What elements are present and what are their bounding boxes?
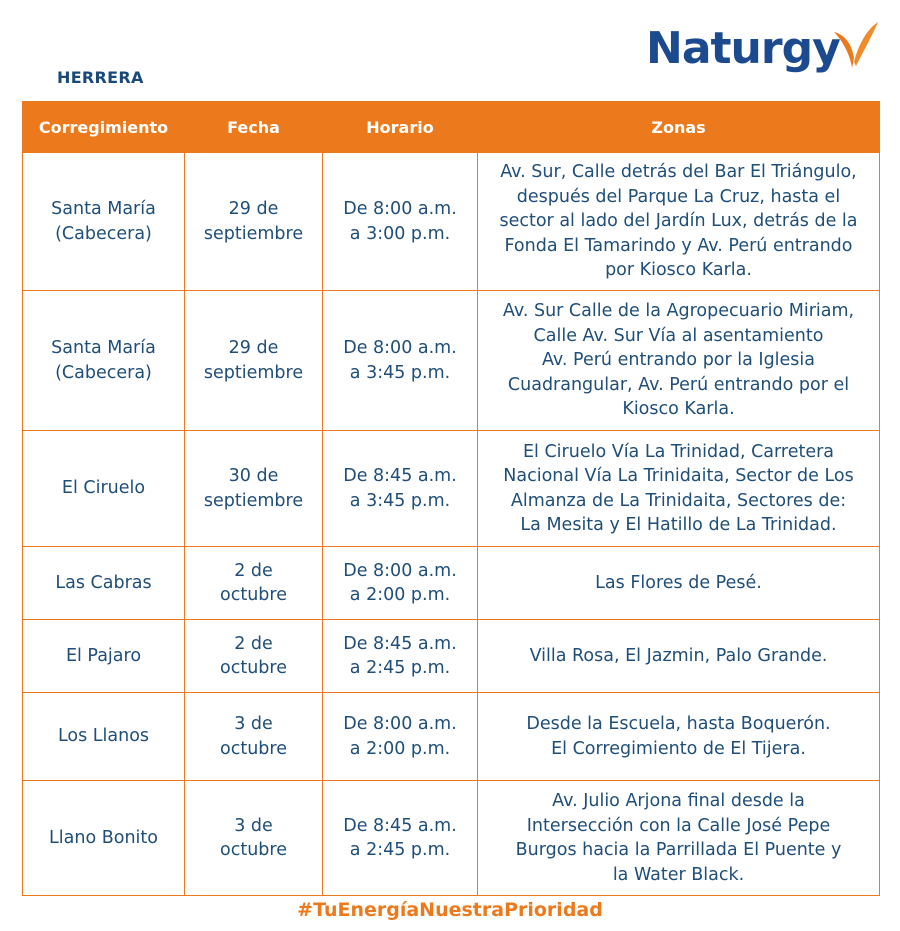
zonas-line: después del Parque La Cruz, hasta el xyxy=(516,186,841,207)
zonas-line: Desde la Escuela, hasta Boquerón. xyxy=(526,714,831,734)
cell-horario xyxy=(323,693,478,781)
zonas-line: sector al lado del Jardín Lux, detrás de la xyxy=(499,211,858,232)
horario-line: a 2:00 p.m. xyxy=(349,738,451,759)
zonas-line: Cuadrangular, Av. Perú entrando por el xyxy=(507,374,850,395)
cell-corregimiento xyxy=(23,431,185,547)
zonas-line: la Water Black. xyxy=(612,864,745,885)
fecha-line: 30 de xyxy=(228,466,279,486)
zonas-line: por Kiosco Karla. xyxy=(605,260,752,281)
cell-corregimiento xyxy=(23,693,185,781)
cell-fecha xyxy=(185,620,323,693)
header-corregimiento: Corregimiento xyxy=(23,102,185,153)
hashtag-footer: #TuEnergíaNuestraPrioridad xyxy=(297,899,603,921)
zonas-line: Burgos hacia la Parrillada El Puente y xyxy=(515,840,842,860)
fecha-line: octubre xyxy=(220,658,287,678)
table-row xyxy=(23,781,880,896)
corregimiento-line: El Pajaro xyxy=(65,645,142,666)
header-zonas: Zonas xyxy=(478,102,880,153)
cell-zonas xyxy=(478,547,880,620)
cell-horario xyxy=(323,431,478,547)
cell-fecha xyxy=(185,693,323,781)
table-row xyxy=(23,547,880,620)
horario-line: De 8:45 a.m. xyxy=(343,633,457,654)
cell-zonas xyxy=(478,291,880,431)
cell-horario xyxy=(323,291,478,431)
cell-fecha xyxy=(185,781,323,896)
zonas-line: Calle Av. Sur Vía al asentamiento xyxy=(533,325,824,346)
horario-line: De 8:00 a.m. xyxy=(343,199,457,219)
fecha-line: octubre xyxy=(220,738,287,759)
fecha-line: 2 de xyxy=(234,560,273,581)
horario-line: a 2:45 p.m. xyxy=(349,840,451,860)
cell-zonas xyxy=(478,620,880,693)
zonas-line: El Ciruelo Vía La Trinidad, Carretera xyxy=(522,441,835,462)
cell-horario xyxy=(323,620,478,693)
zonas-line: La Mesita y El Hatillo de La Trinidad. xyxy=(520,515,837,535)
cell-corregimiento xyxy=(23,291,185,431)
cell-corregimiento xyxy=(23,153,185,291)
zonas-line: Fonda El Tamarindo y Av. Perú entrando xyxy=(504,235,853,256)
horario-line: a 2:45 p.m. xyxy=(349,658,451,678)
cell-horario xyxy=(323,153,478,291)
horario-line: a 3:00 p.m. xyxy=(349,223,451,244)
fecha-line: septiembre xyxy=(203,223,304,244)
zonas-line: Las Flores de Pesé. xyxy=(595,572,762,593)
cell-zonas xyxy=(478,693,880,781)
corregimiento-line: El Ciruelo xyxy=(61,478,146,499)
header-horario: Horario xyxy=(323,102,478,153)
corregimiento-line: Santa María xyxy=(51,338,156,358)
zonas-line: Av. Sur Calle de la Agropecuario Miriam, xyxy=(502,301,855,322)
cell-zonas xyxy=(478,153,880,291)
cell-corregimiento xyxy=(23,547,185,620)
fecha-line: septiembre xyxy=(203,362,304,383)
cell-fecha xyxy=(185,547,323,620)
horario-line: De 8:00 a.m. xyxy=(343,560,457,581)
header-fecha: Fecha xyxy=(185,102,323,153)
fecha-line: 29 de xyxy=(228,338,279,358)
zonas-line: Intersección con la Calle José Pepe xyxy=(526,815,831,836)
table-header-row xyxy=(23,102,880,153)
cell-zonas xyxy=(478,781,880,896)
zonas-line: Villa Rosa, El Jazmin, Palo Grande. xyxy=(529,645,828,666)
fecha-line: octubre xyxy=(220,585,287,605)
region-title: HERRERA xyxy=(57,68,144,87)
zonas-line: Av. Julio Arjona final desde la xyxy=(552,791,805,811)
corregimiento-line: (Cabecera) xyxy=(55,223,152,244)
corregimiento-line: (Cabecera) xyxy=(55,362,152,383)
horario-line: De 8:00 a.m. xyxy=(343,714,457,734)
horario-line: a 2:00 p.m. xyxy=(349,585,451,605)
cell-corregimiento xyxy=(23,781,185,896)
fecha-line: 2 de xyxy=(234,633,273,654)
horario-line: De 8:45 a.m. xyxy=(343,466,457,486)
cell-fecha xyxy=(185,291,323,431)
zonas-line: Av. Perú entrando por la Iglesia xyxy=(541,350,816,371)
zonas-line: Nacional Vía La Trinidaita, Sector de Los xyxy=(503,466,854,486)
horario-line: De 8:00 a.m. xyxy=(343,338,457,358)
table-row xyxy=(23,153,880,291)
cell-horario xyxy=(323,781,478,896)
zonas-line: Av. Sur, Calle detrás del Bar El Triángulo, xyxy=(500,162,857,183)
table-row xyxy=(23,693,880,781)
horario-line: a 3:45 p.m. xyxy=(349,362,451,383)
table-row xyxy=(23,291,880,431)
corregimiento-line: Los Llanos xyxy=(57,726,150,747)
schedule-table xyxy=(22,101,880,896)
fecha-line: octubre xyxy=(220,840,287,860)
cell-zonas xyxy=(478,431,880,547)
fecha-line: 3 de xyxy=(234,714,273,734)
table-row xyxy=(23,431,880,547)
corregimiento-line: Las Cabras xyxy=(55,572,152,593)
horario-line: De 8:45 a.m. xyxy=(343,815,457,836)
cell-horario xyxy=(323,547,478,620)
zonas-line: Kiosco Karla. xyxy=(622,399,735,420)
cell-corregimiento xyxy=(23,620,185,693)
zonas-line: Almanza de La Trinidaita, Sectores de: xyxy=(510,490,847,511)
butterfly-icon xyxy=(832,18,880,74)
corregimiento-line: Santa María xyxy=(51,199,156,219)
cell-fecha xyxy=(185,431,323,547)
fecha-line: 3 de xyxy=(234,815,273,836)
cell-fecha xyxy=(185,153,323,291)
table-body xyxy=(23,153,880,896)
fecha-line: septiembre xyxy=(203,490,304,511)
logo-wordmark: Naturgy xyxy=(646,23,840,74)
horario-line: a 3:45 p.m. xyxy=(349,490,451,511)
naturgy-logo xyxy=(646,18,886,80)
corregimiento-line: Llano Bonito xyxy=(49,827,158,848)
zonas-line: El Corregimiento de El Tijera. xyxy=(551,738,806,759)
fecha-line: 29 de xyxy=(228,199,279,219)
table-row xyxy=(23,620,880,693)
